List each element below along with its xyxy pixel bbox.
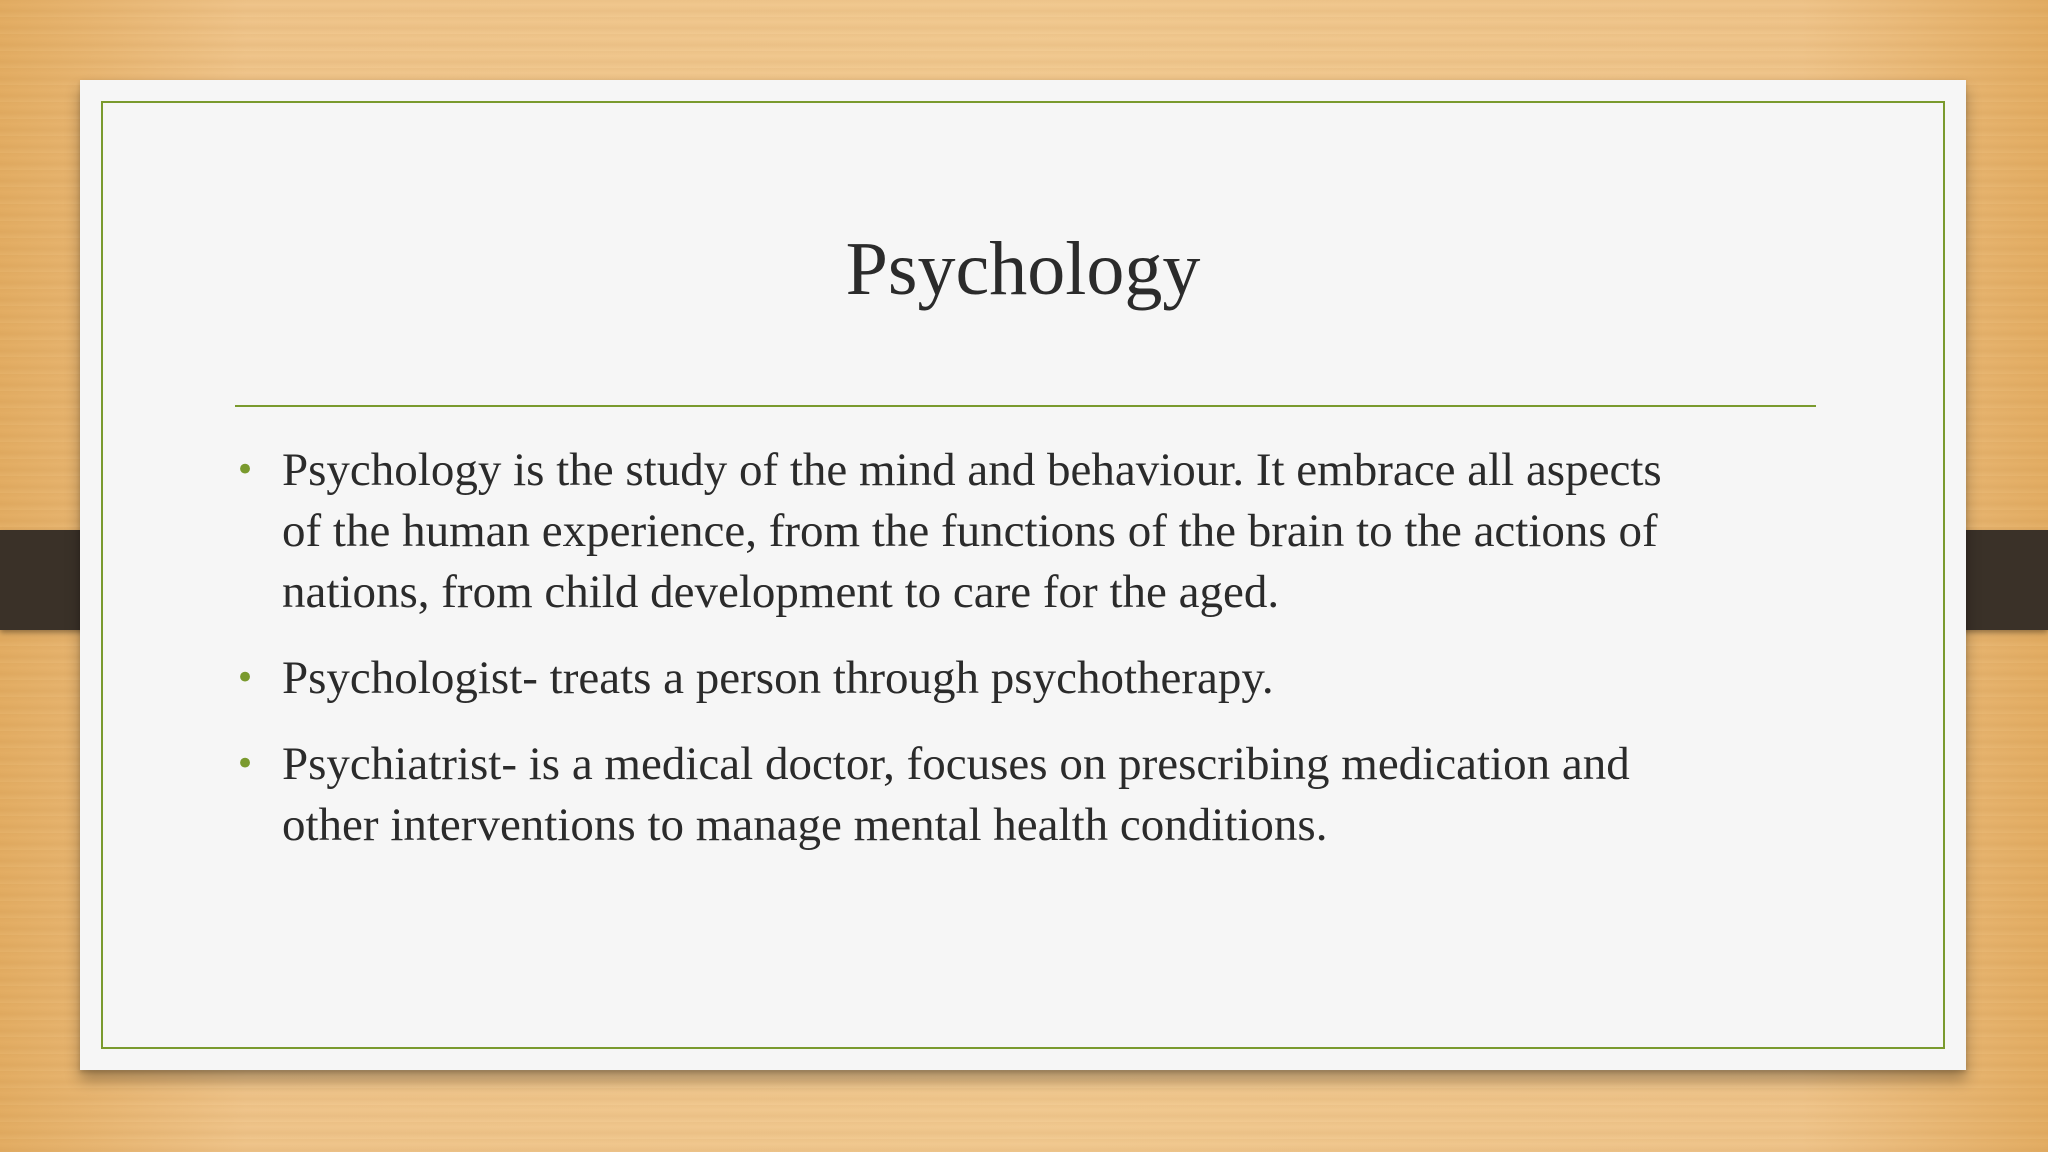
- title-divider: [235, 405, 1816, 407]
- bullet-line: nations, from child development to care for the aged.: [282, 566, 1280, 618]
- bullet-item: [235, 648, 1835, 709]
- bullet-list: [235, 440, 1835, 881]
- bullet-icon: •: [235, 450, 256, 490]
- bullet-item: [235, 440, 1835, 623]
- slide-title: Psychology: [845, 227, 1201, 311]
- bullet-line: Psychiatrist- is a medical doctor, focuses on prescribing medication and: [282, 738, 1630, 790]
- bullet-icon: •: [235, 744, 256, 784]
- bullet-line: Psychology is the study of the mind and behaviour. It embrace all aspects: [282, 444, 1662, 496]
- slide: [80, 80, 1966, 1070]
- bullet-icon: •: [235, 658, 256, 698]
- bullet-line: other interventions to manage mental health conditions.: [282, 799, 1328, 851]
- bullet-line: of the human experience, from the functions of the brain to the actions of: [282, 505, 1658, 557]
- bullet-line: Psychologist- treats a person through psychotherapy.: [282, 652, 1274, 704]
- bullet-item: [235, 734, 1835, 856]
